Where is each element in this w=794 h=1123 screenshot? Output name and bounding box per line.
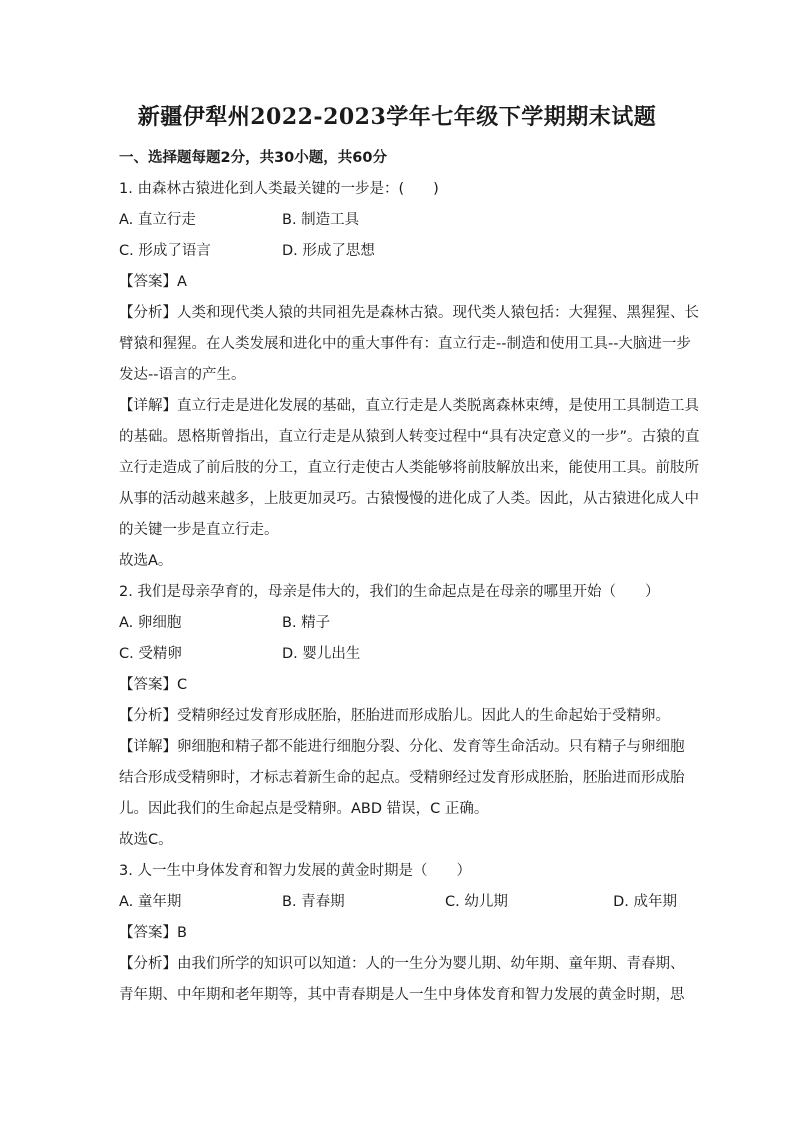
question-2-detail-line: 儿。因此我们的生命起点是受精卵。ABD 错误，C 正确。 — [119, 801, 489, 817]
question-2-option-c: C. 受精卵 — [119, 646, 182, 662]
question-3-analysis-line: 青年期、中年期和老年期等，其中青春期是人一生中身体发育和智力发展的黄金时期，思 — [119, 987, 685, 1003]
question-1-analysis-line: 臂猿和猩猩。在人类发展和进化中的重大事件有：直立行走--制造和使用工具--大脑进一步 — [119, 336, 691, 352]
question-1-option-c: C. 形成了语言 — [119, 243, 211, 259]
question-2-detail-line: 结合形成受精卵时，才标志着新生命的起点。受精卵经过发育形成胚胎，胚胎进而形成胎 — [119, 770, 685, 786]
question-3-answer: 【答案】B — [119, 925, 187, 941]
question-2-options-row-1 — [119, 608, 677, 639]
question-3-option-a: A. 童年期 — [119, 894, 182, 910]
question-1-option-d: D. 形成了思想 — [282, 243, 375, 259]
question-1-detail-line: 立行走造成了前后肢的分工，直立行走使古人类能够将前肢解放出来，能使用工具。前肢所 — [119, 460, 699, 476]
question-1-option-b: B. 制造工具 — [282, 212, 360, 228]
question-2-options-row-2 — [119, 639, 677, 670]
question-3-stem: 3. 人一生中身体发育和智力发展的黄金时期是（ ） — [119, 863, 471, 879]
question-2-choice: 故选C。 — [119, 832, 173, 848]
question-2-stem: 2. 我们是母亲孕育的，母亲是伟大的，我们的生命起点是在母亲的哪里开始（ ） — [119, 584, 660, 600]
question-2-analysis-line: 【分析】受精卵经过发育形成胚胎，胚胎进而形成胎儿。因此人的生命起始于受精卵。 — [119, 708, 670, 724]
question-1-choice: 故选A。 — [119, 553, 173, 569]
question-3-option-b: B. 青春期 — [282, 894, 345, 910]
question-3-option-c: C. 幼儿期 — [445, 894, 508, 910]
question-1-detail-line: 的基础。恩格斯曾指出，直立行走是从猿到人转变过程中“具有决定意义的一步”。古猿的直 — [119, 429, 700, 445]
document-title: 新疆伊犁州2022-2023学年七年级下学期期末试题 — [137, 104, 657, 130]
question-1-detail-line: 从事的活动越来越多，上肢更加灵巧。古猿慢慢的进化成了人类。因此，从古猿进化成人中 — [119, 491, 699, 507]
question-1-answer: 【答案】A — [119, 274, 187, 290]
question-3-option-d: D. 成年期 — [613, 894, 677, 910]
question-1-analysis-line: 发达--语言的产生。 — [119, 367, 246, 383]
question-1-detail-line: 的关键一步是直立行走。 — [119, 522, 279, 538]
question-1-stem: 1. 由森林古猿进化到人类最关键的一步是：( ) — [119, 181, 439, 197]
question-1-options-row-1 — [119, 205, 677, 236]
question-1-options-row-2 — [119, 236, 677, 267]
question-1-analysis-line: 【分析】人类和现代类人猿的共同祖先是森林古猿。现代类人猿包括：大猩猩、黑猩猩、长 — [119, 305, 699, 321]
section-heading: 一、选择题每题2分，共30小题，共60分 — [119, 150, 387, 166]
question-1-detail-line: 【详解】直立行走是进化发展的基础，直立行走是人类脱离森林束缚，是使用工具制造工具 — [119, 398, 699, 414]
document-body — [119, 143, 700, 1011]
question-1-option-a: A. 直立行走 — [119, 212, 196, 228]
question-2-detail-line: 【详解】卵细胞和精子都不能进行细胞分裂、分化、发育等生命活动。只有精子与卵细胞 — [119, 739, 685, 755]
question-3-analysis-line: 【分析】由我们所学的知识可以知道：人的一生分为婴儿期、幼年期、童年期、青春期、 — [119, 956, 685, 972]
question-2-answer: 【答案】C — [119, 677, 188, 693]
question-3-options-row — [119, 887, 677, 918]
question-2-option-b: B. 精子 — [282, 615, 331, 631]
question-2-option-d: D. 婴儿出生 — [282, 646, 361, 662]
question-2-option-a: A. 卵细胞 — [119, 615, 182, 631]
